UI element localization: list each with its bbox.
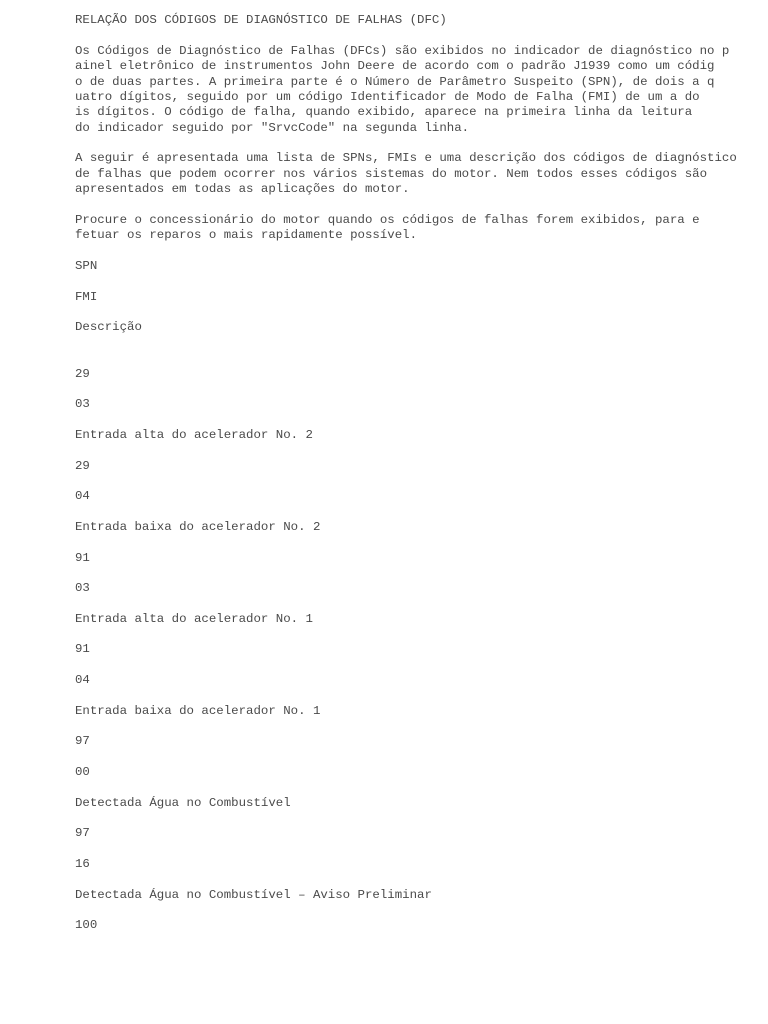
paragraph-2-line-3: apresentados em todas as aplicações do motor. xyxy=(75,182,410,196)
row-4-spn: 91 xyxy=(75,642,90,656)
paragraph-1-line-6: do indicador seguido por "SrvcCode" na segunda linha. xyxy=(75,121,470,135)
row-2-spn: 29 xyxy=(75,459,90,473)
document-title: RELAÇÃO DOS CÓDIGOS DE DIAGNÓSTICO DE FALHAS (DFC) xyxy=(75,13,447,27)
paragraph-1-line-5: is dígitos. O código de falha, quando exibido, aparece na primeira linha da leitura xyxy=(75,105,693,119)
row-7-spn: 100 xyxy=(75,918,98,932)
row-2-description: Entrada baixa do acelerador No. 2 xyxy=(75,520,321,534)
row-3-description: Entrada alta do acelerador No. 1 xyxy=(75,612,313,626)
row-4-fmi: 04 xyxy=(75,673,90,687)
row-4-description: Entrada baixa do acelerador No. 1 xyxy=(75,704,321,718)
paragraph-3-line-2: fetuar os reparos o mais rapidamente possível. xyxy=(75,228,418,242)
row-1-fmi: 03 xyxy=(75,397,90,411)
header-spn: SPN xyxy=(75,259,98,273)
row-1-spn: 29 xyxy=(75,367,90,381)
paragraph-1-line-3: o de duas partes. A primeira parte é o Número de Parâmetro Suspeito (SPN), de dois a q xyxy=(75,75,715,89)
header-fmi: FMI xyxy=(75,290,98,304)
row-3-fmi: 03 xyxy=(75,581,90,595)
paragraph-2-line-1: A seguir é apresentada uma lista de SPNs, FMIs e uma descrição dos códigos de diagnóstico xyxy=(75,151,737,165)
row-5-fmi: 00 xyxy=(75,765,90,779)
paragraph-3-line-1: Procure o concessionário do motor quando os códigos de falhas forem exibidos, para e xyxy=(75,213,700,227)
row-1-description: Entrada alta do acelerador No. 2 xyxy=(75,428,313,442)
paragraph-1-line-2: ainel eletrônico de instrumentos John Deere de acordo com o padrão J1939 como um códig xyxy=(75,59,715,73)
row-2-fmi: 04 xyxy=(75,489,90,503)
row-5-description: Detectada Água no Combustível xyxy=(75,796,291,810)
row-6-description: Detectada Água no Combustível – Aviso Preliminar xyxy=(75,888,432,902)
paragraph-2-line-2: de falhas que podem ocorrer nos vários sistemas do motor. Nem todos esses códigos são xyxy=(75,167,708,181)
row-5-spn: 97 xyxy=(75,734,90,748)
paragraph-1-line-4: uatro dígitos, seguido por um código Identificador de Modo de Falha (FMI) de um a do xyxy=(75,90,700,104)
paragraph-1-line-1: Os Códigos de Diagnóstico de Falhas (DFCs) são exibidos no indicador de diagnóstico no p xyxy=(75,44,730,58)
row-6-spn: 97 xyxy=(75,826,90,840)
row-6-fmi: 16 xyxy=(75,857,90,871)
row-3-spn: 91 xyxy=(75,551,90,565)
header-description: Descrição xyxy=(75,320,142,334)
